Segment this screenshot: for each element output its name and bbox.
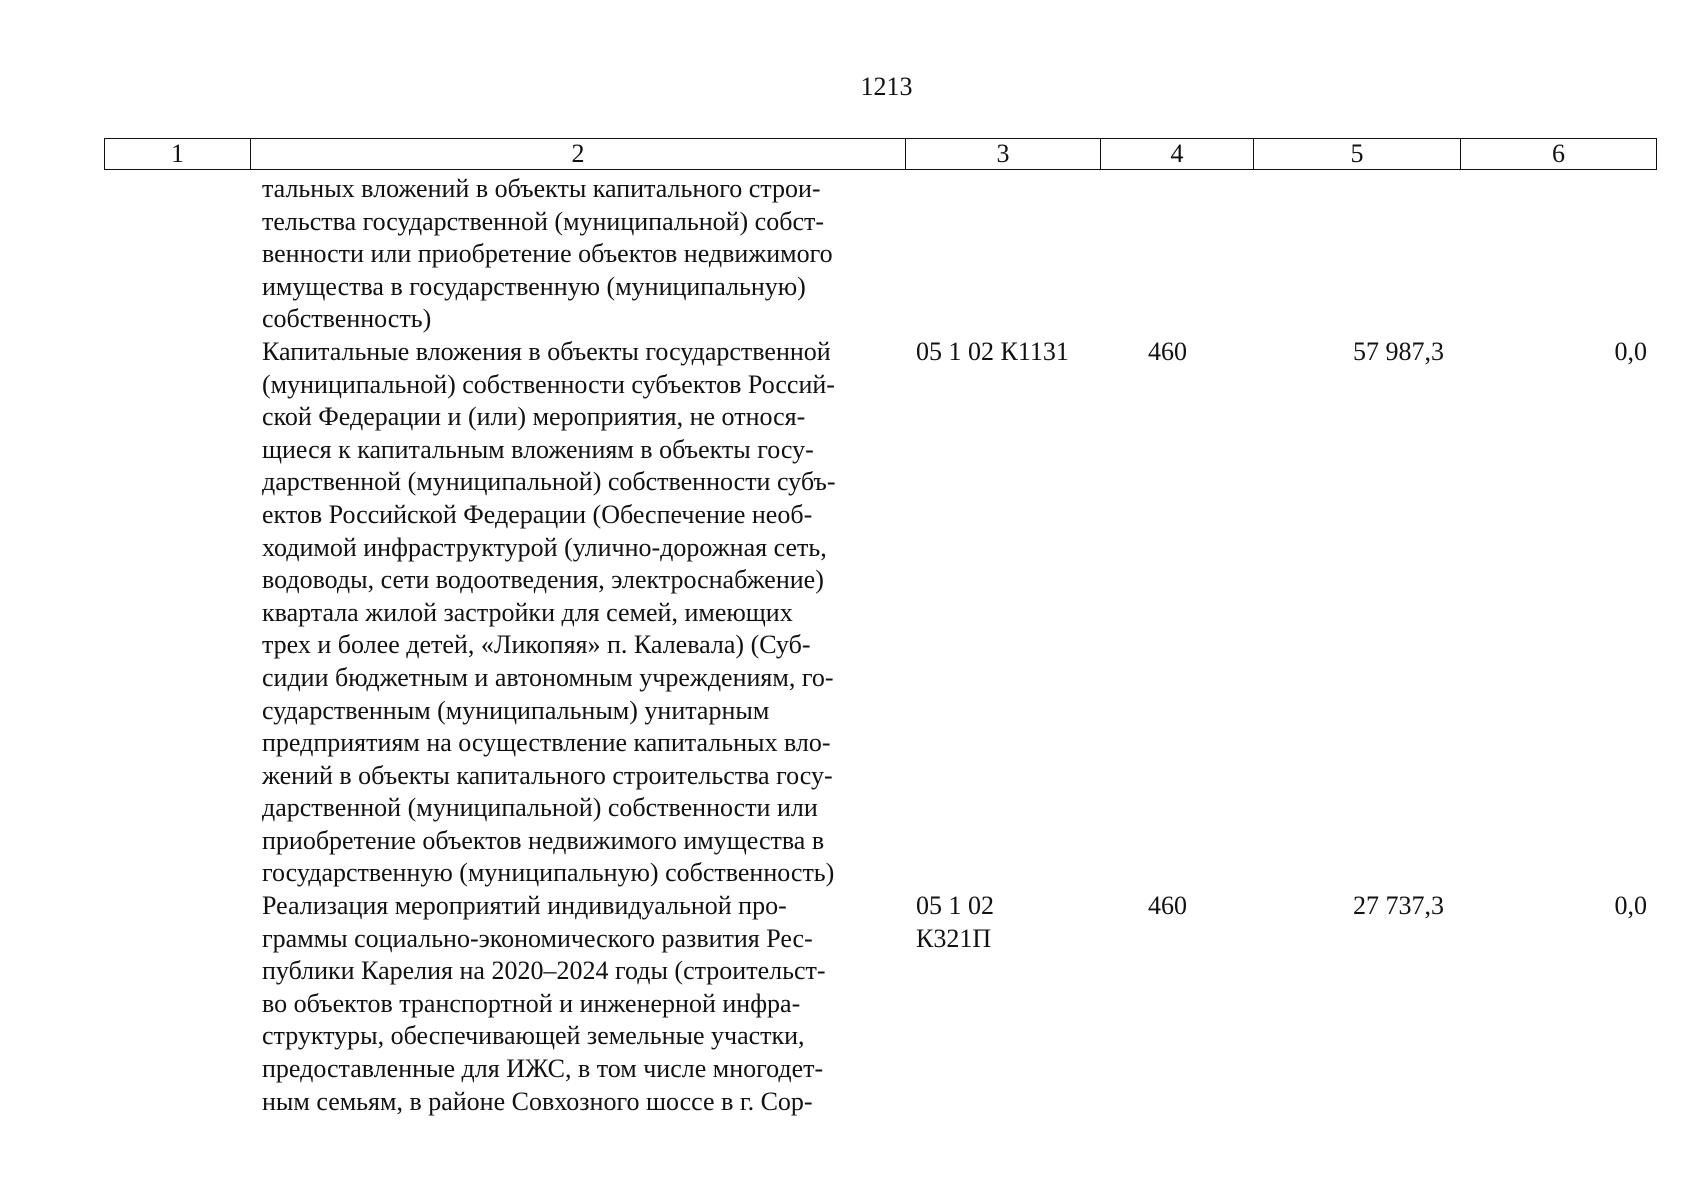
cell-target-article-code xyxy=(905,890,1100,1118)
cell-amount-second xyxy=(1460,173,1657,336)
cell-amount-second: 0,0 xyxy=(1614,336,1647,366)
description-line: предприятиям на осуществление капитальных вло- xyxy=(262,728,831,758)
description-line: венности или приобретение объектов недвижимого xyxy=(262,239,833,269)
cell-description xyxy=(104,890,905,1118)
cell-expense-type xyxy=(1100,173,1253,336)
description-line: ным семьям, в районе Совхозного шоссе в г. Сор- xyxy=(262,1086,813,1116)
description-line: щиеся к капитальным вложениям в объекты госу- xyxy=(262,434,814,464)
description-line: (муниципальной) собственности субъектов Россий- xyxy=(262,369,835,399)
description-line: имущества в государственную (муниципальную) xyxy=(262,271,806,301)
description-line: государственную (муниципальную) собственность) xyxy=(262,858,835,888)
description-line: ской Федерации и (или) мероприятия, не относя- xyxy=(262,402,806,432)
cell-description xyxy=(104,336,905,890)
cell-amount: 27 737,3 xyxy=(1353,891,1444,921)
table-row xyxy=(104,173,1657,336)
column-header-2: 2 xyxy=(251,139,906,169)
code-line: К321П xyxy=(916,923,992,953)
cell-amount-second: 0,0 xyxy=(1614,891,1647,921)
description-line: ходимой инфраструктурой (улично-дорожная сеть, xyxy=(262,532,827,562)
table-row xyxy=(104,336,1657,890)
column-header-5: 5 xyxy=(1254,139,1461,169)
description-line: приобретение объектов недвижимого имущества в xyxy=(262,825,825,855)
description-line: тальных вложений в объекты капитального строи- xyxy=(262,174,821,203)
description-line: публики Карелия на 2020–2024 годы (строительст- xyxy=(262,956,826,986)
cell-description xyxy=(104,173,905,336)
column-header-6: 6 xyxy=(1552,139,1565,168)
page-number: 1213 xyxy=(860,72,913,101)
description-line: тельства государственной (муниципальной) собст- xyxy=(262,206,825,236)
column-header-1: 1 xyxy=(105,139,251,169)
description-line: Капитальные вложения в объекты государственной xyxy=(262,336,831,366)
description-line: Реализация мероприятий индивидуальной про- xyxy=(262,891,787,921)
description-line: жений в объекты капитального строительства госу- xyxy=(262,760,833,790)
description-line: дарственной (муниципальной) собственности субъ- xyxy=(262,467,836,497)
cell-target-article-code xyxy=(905,173,1100,336)
cell-expense-type: 460 xyxy=(1148,336,1187,366)
table-body xyxy=(104,173,1657,1118)
description-line: предоставленные для ИЖС, в том числе многодет- xyxy=(262,1054,824,1084)
cell-amount xyxy=(1253,173,1460,336)
cell-amount: 57 987,3 xyxy=(1353,336,1444,366)
description-line: граммы социально-экономического развития Рес- xyxy=(262,923,813,953)
description-line: структуры, обеспечивающей земельные участки, xyxy=(262,1021,805,1051)
cell-expense-type: 460 xyxy=(1148,891,1187,921)
description-line: дарственной (муниципальной) собственности или xyxy=(262,793,818,823)
description-line: сидии бюджетным и автономным учреждениям, го- xyxy=(262,662,834,692)
column-header-3: 3 xyxy=(906,139,1101,169)
table-column-header-row xyxy=(104,138,1657,170)
description-line: ектов Российской Федерации (Обеспечение необ- xyxy=(262,499,813,529)
cell-target-article-code xyxy=(905,336,1100,890)
code-line: 05 1 02 xyxy=(916,891,994,921)
description-line: водоводы, сети водоотведения, электроснабжение) xyxy=(262,565,824,595)
description-line: сударственным (муниципальным) унитарным xyxy=(262,695,770,725)
code-line: 05 1 02 К1131 xyxy=(916,336,1069,366)
column-header-4: 4 xyxy=(1101,139,1254,169)
description-line: собственность) xyxy=(262,304,432,334)
table-row xyxy=(104,890,1657,1118)
description-line: трех и более детей, «Ликопяя» п. Калевала) (Суб- xyxy=(262,630,811,660)
description-line: квартала жилой застройки для семей, имеющих xyxy=(262,597,793,627)
description-line: во объектов транспортной и инженерной инфра- xyxy=(262,988,801,1018)
